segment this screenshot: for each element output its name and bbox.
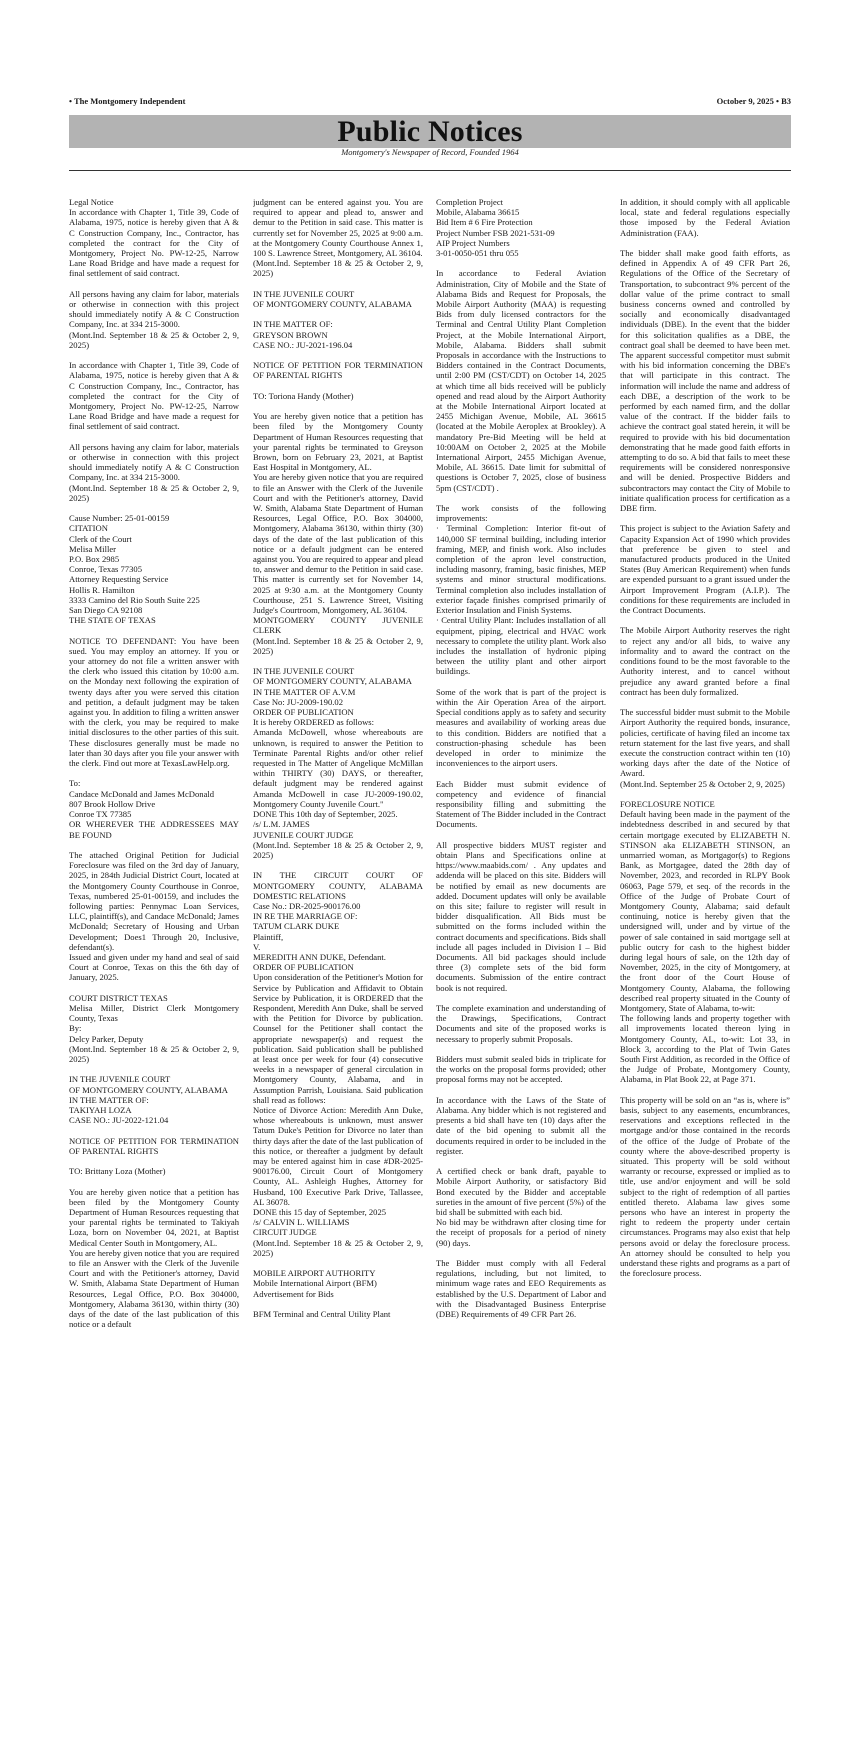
masthead: [69, 96, 791, 110]
notice-paragraph: A certified check or bank draft, payable to Mobile Airport Authority, or satisfactory Bid Bond executed by the Bidder and acceptable sureties in the amount of five percent (5%) of the bid shall be submitted with each bid. No bid may be withdrawn after closing time for the receipt of proposals for a period of ninety (90) days.: [436, 1166, 606, 1248]
tagline: Montgomery's Newspaper of Record, Founded 1964: [341, 147, 519, 157]
notice-paragraph: All prospective bidders MUST register and obtain Plans and Specifications online at https://www.maabids.com/ . Any updates and addenda will be placed on this site. Bidders will be notified by email as new documents are added. Document updates will only be available on this site; failure to register will result in bidder disqualification. All Bids must be submitted on the forms included within the contract documents and specifications. Bids shall include all pages included in Division I – Bid Documents. All bid packages should include three (3) complete sets of the bid form documents. Submission of the entire contract book is not required.: [436, 839, 606, 993]
column-3: [436, 197, 606, 1727]
notice-paragraph: FORECLOSURE NOTICE Default having been made in the payment of the indebtedness described in and secured by that certain mortgage executed by ELIZABETH N. STINSON aka ELIZABETH STINSON, an unmarried woman, as Mortgagor(s) to Regions Bank, as Mortgagee, dated the 28th day of November, 2023, and recorded in RLPY Book 06063, Page 579, et seq. of the records in the Office of the Judge of Probate Court of Montgomery County, Alabama; said default continuing, notice is hereby given that the undersigned will, under and by virtue of the power of sale contained in said mortgage sell at public outcry for cash to the highest bidder during legal hours of sale, on the 12th day of November, 2025, in the city of Montgomery, at the front door of the Court House of Montgomery County, Alabama, the following described real property situated in the County of Montgomery, State of Alabama, to-wit: The following lands and property together with all improvements located thereon lying in Montgomery County, AL, to-wit: Lot 33, in Block 3, according to the Plat of Twin Gates South First Addition, as recorded in the Office of the Judge of Probate, Montgomery County, Alabama, in Plat Book 22, at Page 371.: [620, 798, 790, 1085]
header-rule: [69, 170, 791, 171]
notice-paragraph: The Mobile Airport Authority reserves the right to reject any and/or all bids, to waive any informality and to award the contract on the conditions found to be the most favorable to the Authority interest, and to cancel without prejudice any award granted before a final contract has been duly formalized.: [620, 625, 790, 697]
notice-paragraph: BFM Terminal and Central Utility Plant: [253, 1309, 391, 1319]
notice-paragraph: IN THE MATTER OF: GREYSON BROWN CASE NO.: JU-2021-196.04: [253, 319, 353, 350]
notice-paragraph: MOBILE AIRPORT AUTHORITY Mobile International Airport (BFM) Advertisement for Bids: [253, 1268, 377, 1299]
notice-paragraph: Bidders must submit sealed bids in triplicate for the works on the proposal forms provided; other proposal forms may not be accepted.: [436, 1053, 606, 1085]
notice-paragraph: The complete examination and understanding of the Drawings, Specifications, Contract Documents and site of the proposed works is necessary to properly submit Proposals.: [436, 1002, 606, 1044]
notice-paragraph: Each Bidder must submit evidence of competency and evidence of financial responsibility filling and submitting the Statement of The Bidder included in the Contract Documents.: [436, 778, 606, 830]
notice-paragraph: The work consists of the following improvements: · Terminal Completion: Interior fit-out of 140,000 SF terminal building, including interior framing, MEP, and finish work. Also includes completion of the apron level construction, including masonry, framing, basic finishes, MEP systems and minor structural modifications. Terminal completion also includes installation of exterior façade finishes comprised primarily of Exterior Insulation and Finish Systems. · Central Utility Plant: Includes installation of all equipment, piping, electrical and HVAC work necessary to complete the utility plant. Work also includes the installation of hydronic piping between the utility plant and other airport buildings.: [436, 503, 606, 677]
column-1: [69, 197, 239, 1727]
notice-paragraph: All persons having any claim for labor, materials or otherwise in connection with this project should immediately notify A & C Construction Company, Inc. at 334 215-3000. (Mont.Ind. September 18 & 25 & October 2, 9, 2025): [69, 288, 239, 350]
notice-paragraph: TO: Brittany Loza (Mother): [69, 1166, 166, 1177]
notice-paragraph: Completion Project Mobile, Alabama 36615 Bid Item # 6 Fire Protection Project Number FSB 2021-531-09 AIP Project Numbers 3-01-0050-051 thru 055: [436, 197, 555, 259]
column-2: [253, 197, 423, 1727]
notice-paragraph: This property will be sold on an “as is, where is” basis, subject to any easements, encumbrances, reservations and exceptions reflected in the mortgage and/or those contained in the records of the office of the Judge of Probate of the county where the above-described property is situated. This property will be sold without warranty or recourse, expressed or implied as to title, use and/or enjoyment and will be sold subject to the right of redemption of all parties entitled thereto. Alabama law gives some persons who have an interest in property the right to redeem the property under certain circumstances. Programs may also exist that help persons avoid or delay the foreclosure process. An attorney should be consulted to help you understand these rights and programs as a part of the foreclosure process.: [620, 1094, 790, 1279]
notice-paragraph: To: Candace McDonald and James McDonald 807 Brook Hollow Drive Conroe TX 77385 OR WHEREVER THE ADDRESSEES MAY BE FOUND: [69, 778, 239, 840]
notice-paragraph: In accordance with Chapter 1, Title 39, Code of Alabama, 1975, notice is hereby given that A & C Construction Company, Inc., Contractor, has completed the contract for the City of Montgomery, Project No. PW-12-25, Narrow Lane Road Bridge and have made a request for final settlement of said contract.: [69, 360, 239, 432]
notice-paragraph: In accordance to Federal Aviation Administration, City of Mobile and the State of Alabama Bids and Request for Proposals, the Mobile Airport Authority (MAA) is requesting Bids from duly licensed contractors for the Terminal and Central Utility Plant Completion Project, at the Mobile International Airport, Mobile, Alabama. Bidders shall submit Proposals in accordance with the Instructions to Bidders contained in the Contract Documents, until 2:00 PM (CST/CDT) on October 14, 2025 at which time all bids received will be publicly opened and read aloud by the Airport Authority at the Mobile International Airport located at 2455 Michigan Avenue, Mobile, AL 36615 (located at the Mobile Aeroplex at Brookley). A mandatory Pre-Bid Meeting will be held at 10:00AM on October 2, 2025 at the Mobile International Airport, 2455 Michigan Avenue, Mobile, AL 36615. Date limit for submittal of questions is October 7, 2025, close of business 5pm (CST/CDT) .: [436, 268, 606, 493]
notice-paragraph: You are hereby given notice that a petition has been filed by the Montgomery County Department of Human Resources requesting that your parental rights be terminated to Takiyah Loza, born on November 04, 2021, at Baptist Medical Center South in Montgomery, AL. You are hereby given notice that you are required to file an Answer with the Clerk of the Juvenile Court and with the Petitioner's attorney, David W. Smith, Alabama State Department of Human Resources, Legal Office, P.O. Box 304000, Montgomery, Alabama 36130, within thirty (30) days of the date of the last publication of this notice or a default: [69, 1186, 239, 1330]
notice-paragraph: NOTICE OF PETITION FOR TERMINATION OF PARENTAL RIGHTS: [69, 1135, 239, 1156]
notice-paragraph: Legal Notice In accordance with Chapter 1, Title 39, Code of Alabama, 1975, notice is hereby given that A & C Construction Company, Inc., Contractor, has completed the contract for the City of Montgomery, Project No. PW-12-25, Narrow Lane Road Bridge and have made a request for final settlement of said contract.: [69, 197, 239, 279]
paper-name: • The Montgomery Independent: [69, 96, 186, 106]
notice-paragraph: IN THE JUVENILE COURT OF MONTGOMERY COUNTY, ALABAMA IN THE MATTER OF: TAKIYAH LOZA CASE NO.: JU-2022-121.04: [69, 1074, 228, 1126]
notice-paragraph: Cause Number: 25-01-00159 CITATION Clerk of the Court Melisa Miller P.O. Box 2985 Conroe, Texas 77305 Attorney Requesting Service Hollis R. Hamilton 3333 Camino del Rio South Suite 225 San Diego CA 92108 THE STATE OF TEXAS: [69, 513, 200, 626]
notice-paragraph: Some of the work that is part of the project is within the Air Operation Area of the airport. Special conditions apply as to safety and security measures and availability of working areas due to this condition. Bidders are notified that a construction-phasing schedule has been developed in order to minimize the inconveniences to the airport users.: [436, 686, 606, 769]
notice-paragraph: You are hereby given notice that a petition has been filed by the Montgomery County Department of Human Resources requesting that your parental rights be terminated to Greyson Brown, born on February 23, 2021, at Baptist East Hospital in Montgomery, AL. You are hereby given notice that you are required to file an Answer with the Clerk of the Juvenile Court and with the Petitioner's attorney, David W. Smith, Alabama State Department of Human Resources, Legal Office, P.O. Box 304000, Montgomery, Alabama 36130, within thirty (30) days of the date of the last publication of this notice or a default judgment can be entered against you. You are required to appear and plead to, answer and demur to the Petition in said case. This matter is currently set for November 14, 2025 at 9:30 a.m. at the Montgomery County Courthouse, 251 S. Lawrence Street, Visiting Judge's Courtroom, Montgomery, AL 36104. MONTGOMERY COUNTY JUVENILE CLERK (Mont.Ind. September 18 & 25 & October 2, 9, 2025): [253, 411, 423, 656]
notice-paragraph: The bidder shall make good faith efforts, as defined in Appendix A of 49 CFR Part 26, Regulations of the Office of the Secretary of Transportation, to subcontract 9% percent of the dollar value of the prime contract to small business concerns owned and controlled by socially and economically disadvantaged individuals (DBE). In the event that the bidder for this solicitation qualifies as a DBE, the contract goal shall be deemed to have been met. The apparent successful competitor must submit with his bid information concerning the DBE's that will participate in this contract. The information will include the name and address of each DBE, a description of the work to be performed by each named firm, and the dollar value of the contract. If the bidder fails to achieve the contract goal stated herein, it will be required to provide with his bid documentation demonstrating that he made good faith efforts in attempting to do so. A bid that fails to meet these requirements will be considered nonresponsive and will be denied. Prospective Bidders and subcontractors may contact the City of Mobile to initiate qualification process for certification as a DBE firm.: [620, 248, 790, 514]
notice-paragraph: The Bidder must comply with all Federal regulations, including, but not limited, to minimum wage rates and EEO Requirements as established by the U.S. Department of Labor and with the Disadvantaged Business Enterprise (DBE) Requirements of 49 CFR Part 26.: [436, 1257, 606, 1319]
notice-paragraph: TO: Toriona Handy (Mother): [253, 390, 354, 401]
notice-paragraph: judgment can be entered against you. You are required to appear and plead to, answer and demur to the Petition in said case. This matter is currently set for November 25, 2025 at 9:00 a.m. at the Montgomery County Courthouse Annex 1, 100 S. Lawrence Street, Montgomery, AL 36104. (Mont.Ind. September 18 & 25 & October 2, 9, 2025): [253, 197, 423, 279]
notice-paragraph: All persons having any claim for labor, materials or otherwise in connection with this project should immediately notify A & C Construction Company, Inc. at 334 215-3000. (Mont.Ind. September 18 & 25 & October 2, 9, 2025): [69, 441, 239, 503]
column-4: [620, 197, 790, 1727]
section-banner: [69, 115, 791, 148]
notice-paragraph: In accordance with the Laws of the State of Alabama. Any bidder which is not registered and presents a bid shall have ten (10) days after the date of the bid opening to submit all the documents required in order to be included in the register.: [436, 1094, 606, 1156]
notice-paragraph: In addition, it should comply with all applicable local, state and federal regulations especially those imposed by the Federal Aviation Administration (FAA).: [620, 197, 790, 238]
section-title: Public Notices: [337, 115, 523, 148]
date-page: October 9, 2025 • B3: [716, 96, 791, 106]
notice-paragraph: The attached Original Petition for Judicial Foreclosure was filed on the 3rd day of January, 2025, in 284th Judicial District Court, located at the Montgomery County Courthouse in Conroe, Texas, numbered 25-01-00159, and includes the following parties: Pennymac Loan Services, LLC, plaintiff(s), and Candace McDonald; James McDonald; Secretary of Housing and Urban Development; Does1 Through 20, Inclusive, defendant(s). Issued and given under my hand and seal of said Court at Conroe, Texas on this the 6th day of January, 2025.: [69, 849, 239, 983]
notice-paragraph: The successful bidder must submit to the Mobile Airport Authority the required bonds, insurance, policies, certificate of having filed an income tax return statement for the last five years, and shall execute the construction contract within ten (10) working days after the date of the Notice of Award. (Mont.Ind. September 25 & October 2, 9, 2025): [620, 707, 790, 789]
notice-paragraph: COURT DISTRICT TEXAS Melisa Miller, District Clerk Montgomery County, Texas By: Delcy Parker, Deputy (Mont.Ind. September 18 & 25 & October 2, 9, 2025): [69, 992, 239, 1064]
notice-paragraph: NOTICE OF PETITION FOR TERMINATION OF PARENTAL RIGHTS: [253, 360, 423, 381]
notice-paragraph: This project is subject to the Aviation Safety and Capacity Expansion Act of 1990 which provides that preference be given to steel and manufactured products produced in the United States (Buy American Requirement) when funds are expended pursuant to a grant issued under the Airport Improvement Program (A.I.P.). The conditions for these requirements are included in the Contract Documents.: [620, 523, 790, 616]
notice-paragraph: IN THE JUVENILE COURT OF MONTGOMERY COUNTY, ALABAMA IN THE MATTER OF A.V.M Case No: JU-2009-190.02 ORDER OF PUBLICATION It is hereby ORDERED as follows: Amanda McDowell, whose whereabouts are unknown, is required to answer the Petition to Terminate Parental Rights and/or other relief requested in The Matter of Angelique McMillan within THIRTY (30) DAYS, or thereafter, default judgment may be rendered against Amanda McDowell in case JU-2009-190.02, Montgomery County Juvenile Court." DONE This 10th day of September, 2025. /s/ L.M. JAMES JUVENILE COURT JUDGE (Mont.Ind. September 18 & 25 & October 2, 9, 2025): [253, 666, 423, 860]
notice-paragraph: NOTICE TO DEFENDANT: You have been sued. You may employ an attorney. If you or your attorney do not file a written answer with the clerk who issued this citation by 10:00 a.m. on the Monday next following the expiration of twenty days after you were served this citation and petition, a default judgment may be taken against you. In addition to filing a written answer with the clerk, you may be required to make initial disclosures to the other parties of this suit. These disclosures generally must be made no later than 30 days after you file your answer with the clerk. Find out more at TexasLawHelp.org.: [69, 635, 239, 769]
notice-paragraph: IN THE CIRCUIT COURT OF MONTGOMERY COUNTY, ALABAMA DOMESTIC RELATIONS Case No.: DR-2025-900176.00 IN RE THE MARRIAGE OF: TATUM CLARK DUKE Plaintiff, V. MEREDITH ANN DUKE, Defendant. ORDER OF PUBLICATION Upon consideration of the Petitioner's Motion for Service by Publication and Affidavit to Obtain Service by Publication, it is ORDERED that the Respondent, Meredith Ann Duke, shall be served with the Petition for Divorce by publication. Counsel for the Petitioner shall contact the appropriate newspaper(s) and request the publication. Said publication shall be published at least once per week for four (4) consecutive weeks in a newspaper of general circulation in Montgomery County, Alabama, and in Assumption Parrish, Louisiana. Said publication shall read as follows: Notice of Divorce Action: Meredith Ann Duke, whose whereabouts is unknown, must answer Tatum Duke's Petition for Divorce no later than thirty days after the date of the last publication of this notice, or thereafter a judgment by default may be entered against him in case #DR-2025-900176.00, Circuit Court of Montgomery County, AL. Ashleigh Hughes, Attorney for Husband, 100 Executive Park Drive, Tallassee, AL 36078. DONE this 15 day of September, 2025 /s/ CALVIN L. WILLIAMS CIRCUIT JUDGE (Mont.Ind. September 18 & 25 & October 2, 9, 2025): [253, 870, 423, 1258]
notice-paragraph: IN THE JUVENILE COURT OF MONTGOMERY COUNTY, ALABAMA: [253, 288, 412, 310]
